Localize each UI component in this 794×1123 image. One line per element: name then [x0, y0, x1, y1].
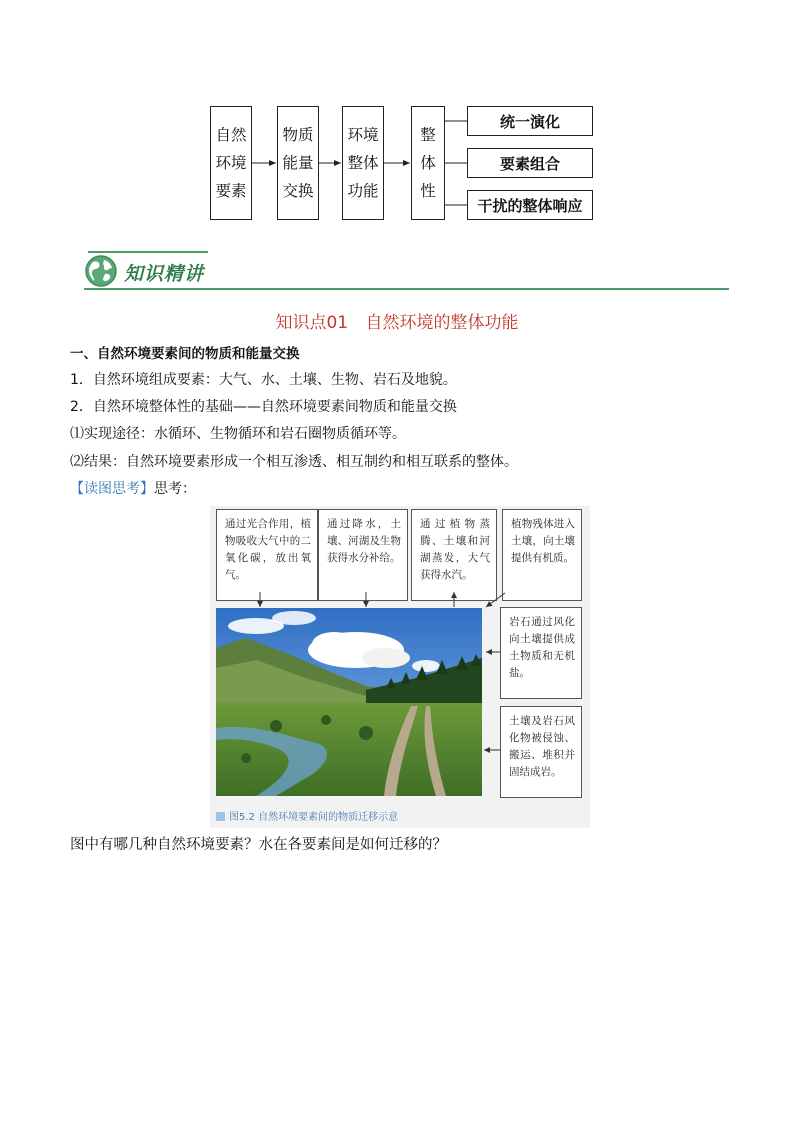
- flow-text: 环境: [215, 154, 247, 172]
- caption-weathering: 岩石通过风化向土壤提供成土物质和无机盐。: [500, 607, 582, 699]
- result-text: 要素组合: [499, 154, 560, 173]
- figure-caption-text: 图5.2 自然环境要素间的物质迁移示意: [229, 812, 399, 823]
- item-4: ⑵结果：自然环境要素形成一个相互渗透、相互制约和相互联系的整体。: [70, 454, 518, 470]
- flow-text: 交换: [282, 182, 314, 200]
- flow-connectors: [0, 0, 794, 240]
- caption-precipitation: 通过降水，土壤、河湖及生物获得水分补给。: [318, 509, 408, 601]
- result-text: 统一演化: [499, 112, 560, 131]
- caption-evaporation: 通过植物蒸腾、土壤和河湖蒸发，大气获得水汽。: [411, 509, 497, 601]
- caption-photosynthesis: 通过光合作用，植物吸收大气中的二氧化碳，放出氧气。: [216, 509, 318, 601]
- flow-text: 物质: [282, 126, 314, 144]
- flow-text: 自然: [215, 126, 247, 144]
- result-text: 干扰的整体响应: [477, 196, 583, 215]
- figure-arrow-erosion: [480, 740, 504, 760]
- flow-text: 整: [420, 126, 436, 144]
- flow-text: 体: [420, 154, 436, 172]
- header-top-line: [88, 251, 208, 253]
- heading-1: 一、自然环境要素间的物质和能量交换: [70, 346, 300, 362]
- think-line: [70, 479, 196, 499]
- result-box-3: [467, 190, 593, 220]
- landscape-photo: [216, 608, 482, 796]
- flow-text: 能量: [282, 154, 314, 172]
- result-box-1: [467, 106, 593, 136]
- kp-number: 知识点01: [275, 313, 349, 333]
- result-box-2: [467, 148, 593, 178]
- flow-text: 功能: [347, 182, 379, 200]
- flow-text: 整体: [347, 154, 379, 172]
- knowledge-point-title: [0, 308, 794, 333]
- item-3: ⑴实现途径：水循环、生物循环和岩石圈物质循环等。: [70, 426, 406, 442]
- caption-erosion: 土壤及岩石风化物被侵蚀、搬运、堆积并固结成岩。: [500, 706, 582, 798]
- think-label: 思考：: [154, 481, 196, 497]
- section-title: 知识精讲: [124, 263, 205, 285]
- globe-icon: [84, 254, 118, 288]
- question: 图中有哪几种自然环境要素？水在各要素间是如何迁移的？: [70, 837, 447, 853]
- figure-caption: [216, 808, 398, 823]
- header-divider: [84, 288, 729, 290]
- flow-text: 性: [420, 182, 436, 200]
- think-tag: 【读图思考】: [70, 481, 154, 497]
- item-2: 2．自然环境整体性的基础——自然环境要素间物质和能量交换: [70, 399, 457, 415]
- flow-text: 要素: [215, 182, 247, 200]
- caption-square-icon: [216, 812, 225, 821]
- arrow: [486, 593, 505, 607]
- kp-title-text: 自然环境的整体功能: [365, 313, 519, 333]
- caption-organic-matter: 植物残体进入土壤，向土壤提供有机质。: [502, 509, 582, 601]
- item-1: 1．自然环境组成要素：大气、水、土壤、生物、岩石及地貌。: [70, 372, 457, 388]
- flow-text: 环境: [347, 126, 379, 144]
